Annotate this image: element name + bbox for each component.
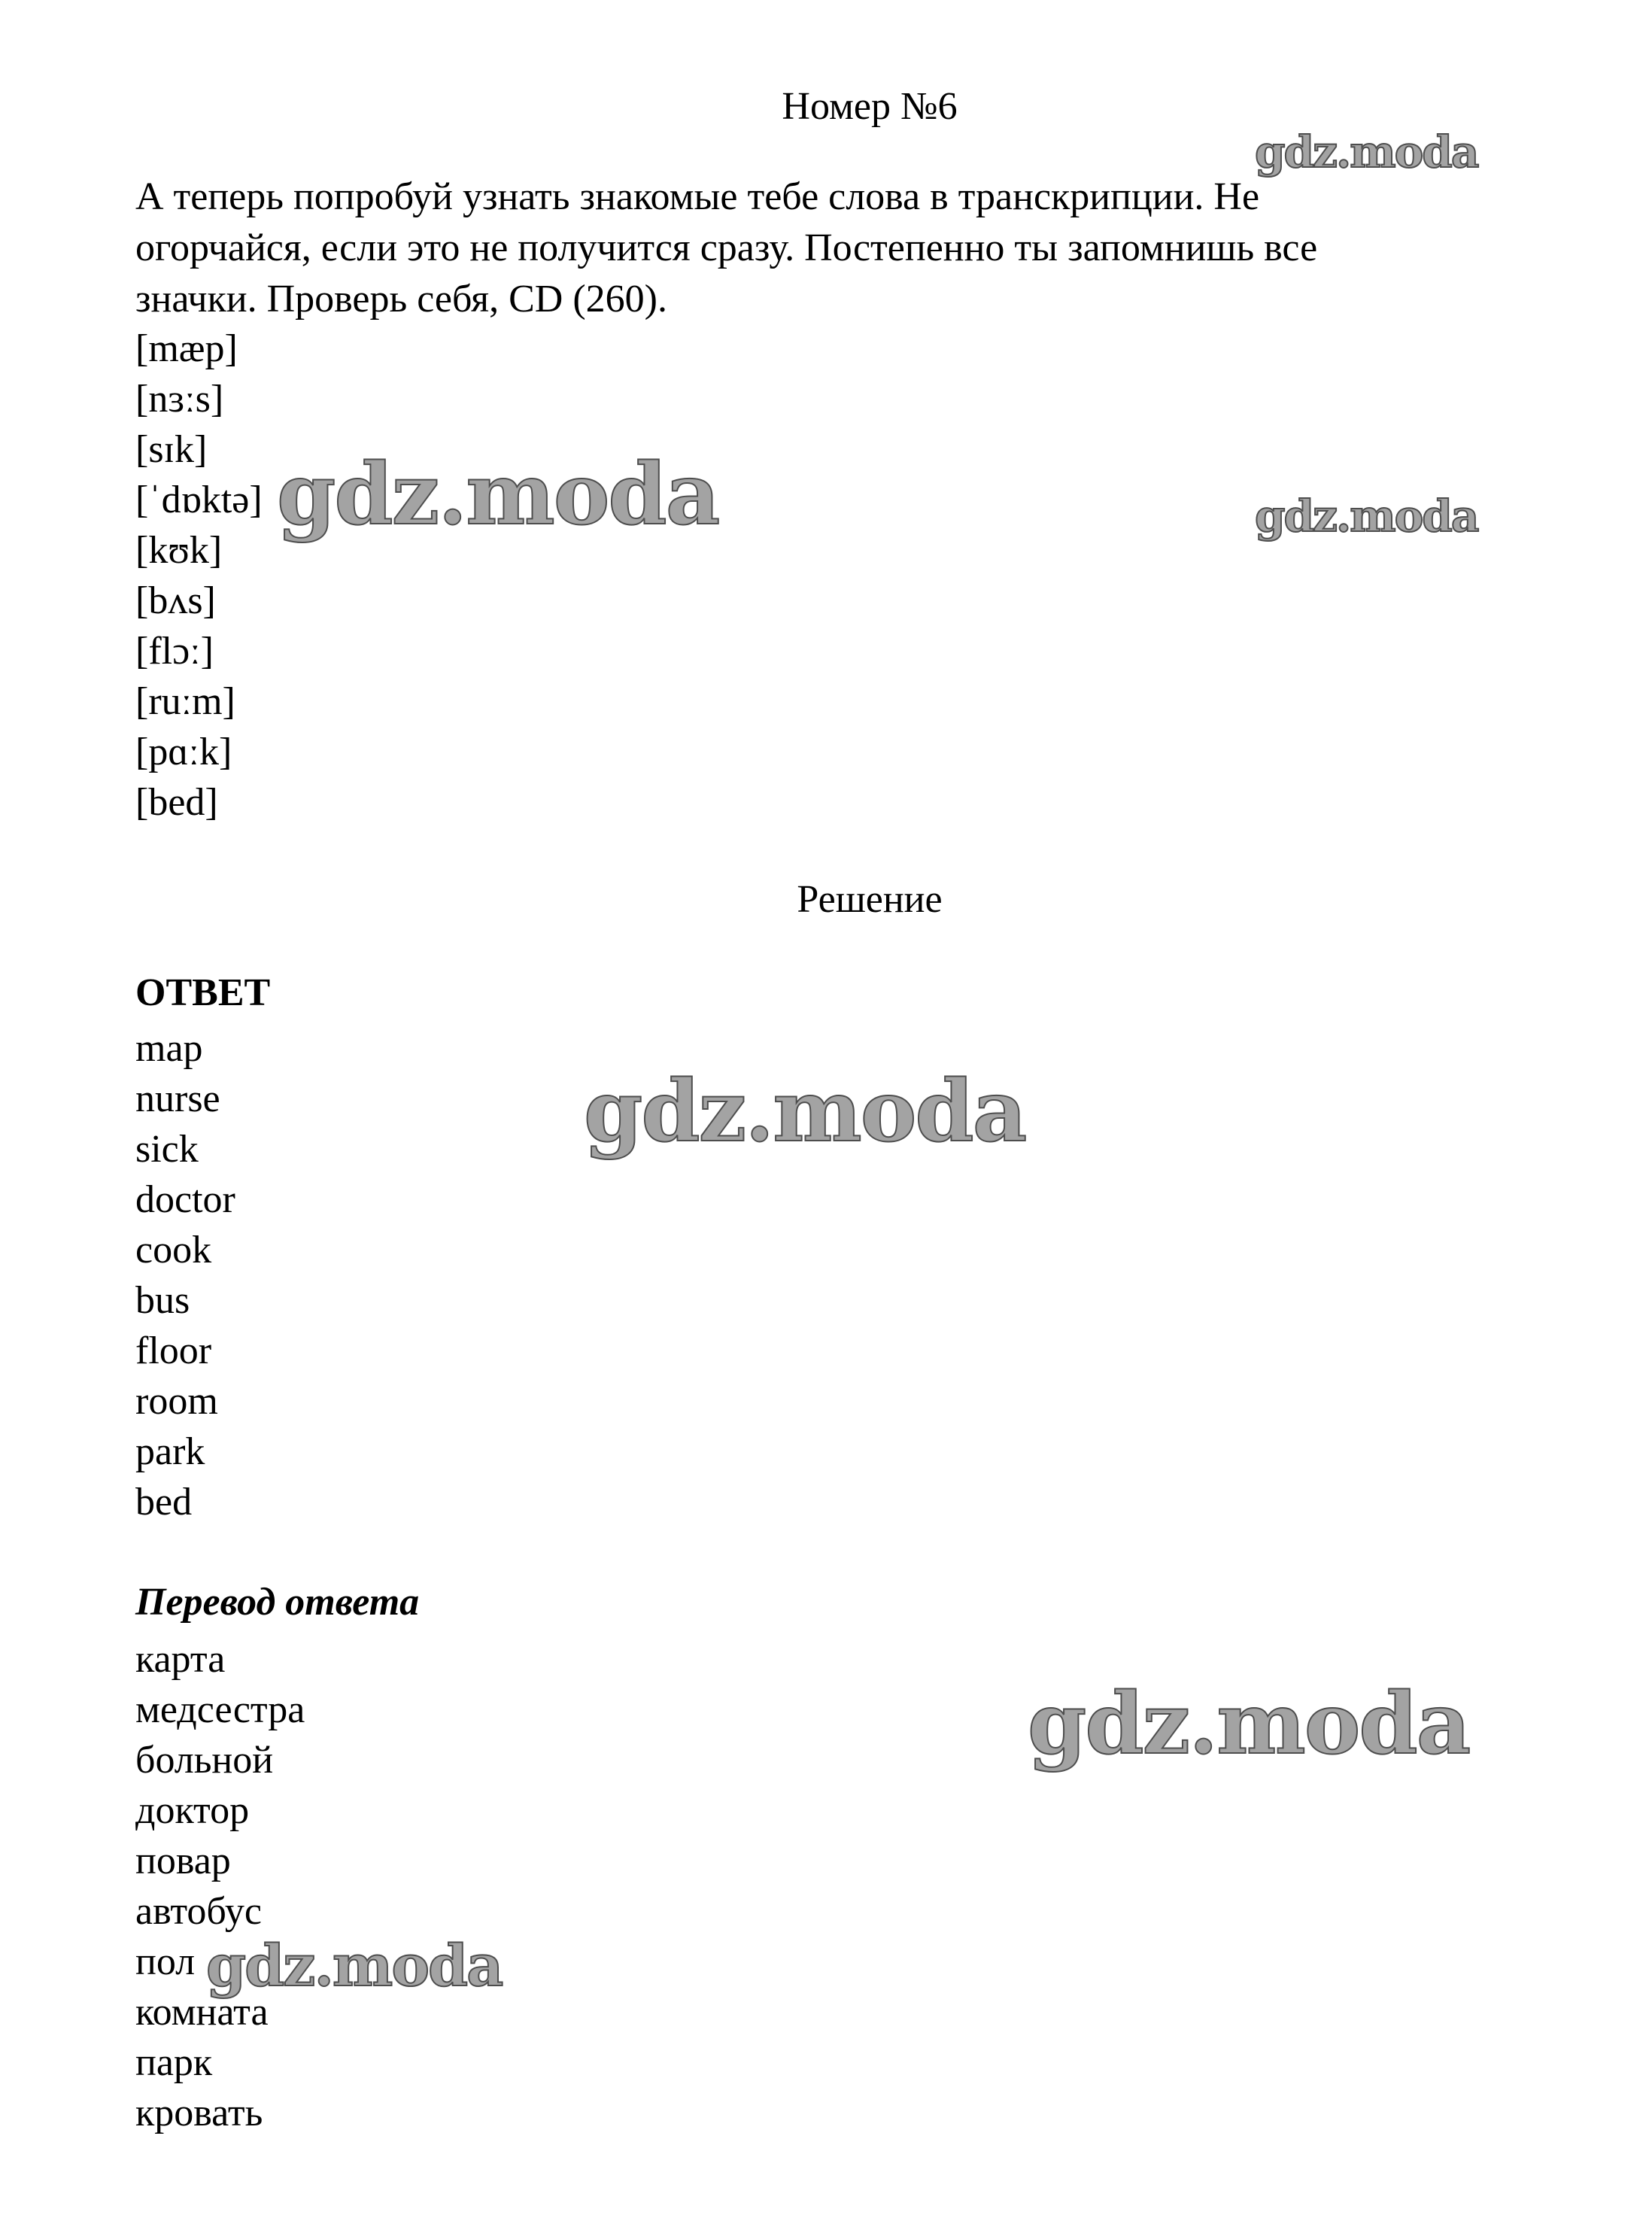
answer-item: park [135,1430,205,1473]
task-line-3: значки. Проверь себя, CD (260). [135,278,667,321]
transcription-item: [sɪk] [135,428,208,471]
answer-item: cook [135,1229,212,1271]
answer-item: floor [135,1329,212,1372]
answer-item: map [135,1027,203,1070]
transcription-item: [bed] [135,781,218,824]
watermark-logo: gdz.moda [1255,491,1478,542]
page-title: Номер №6 [782,85,958,128]
watermark-logo: gdz.moda [277,445,719,544]
transcription-item: [mæp] [135,327,238,370]
task-text [135,172,1565,325]
translation-item: доктор [135,1789,250,1832]
answer-heading: ОТВЕТ [135,971,271,1014]
watermark-logo: gdz.moda [584,1062,1026,1161]
translation-heading: Перевод ответа [135,1581,420,1624]
translation-item: карта [135,1638,226,1681]
transcription-item: [kʊk] [135,529,223,572]
answer-item: nurse [135,1077,220,1120]
transcription-item: [pɑːk] [135,731,232,773]
watermark-logo: gdz.moda [206,1932,503,1999]
transcription-item: [flɔː] [135,630,214,673]
watermark-logo: gdz.moda [1028,1675,1470,1773]
transcription-item: [nɜːs] [135,378,224,421]
transcription-list [135,324,263,828]
translation-item: больной [135,1739,274,1782]
transcription-item: [ˈdɒktə] [135,479,263,521]
task-line-2: огорчайся, если это не получится сразу. Постепенно ты запомнишь все [135,226,1318,269]
transcription-item: [bʌs] [135,579,216,622]
answer-item: bus [135,1279,190,1322]
translation-item: пол [135,1940,196,1983]
translation-item: кровать [135,2092,263,2134]
answer-item: sick [135,1128,199,1171]
translation-item: автобус [135,1890,262,1933]
answer-item: bed [135,1481,193,1524]
translation-item: медсестра [135,1688,305,1731]
solution-title: Решение [797,878,943,921]
task-line-1: А теперь попробуй узнать знакомые тебе слова в транскрипции. Не [135,175,1260,218]
transcription-item: [ruːm] [135,680,235,723]
translation-item: комната [135,1991,269,2034]
translation-item: парк [135,2041,213,2084]
translation-item: повар [135,1840,231,1882]
answer-item: doctor [135,1178,235,1221]
watermark-logo: gdz.moda [1255,126,1478,178]
answer-item: room [135,1380,218,1423]
translation-list [135,1634,305,2138]
answer-list [135,1023,235,1527]
